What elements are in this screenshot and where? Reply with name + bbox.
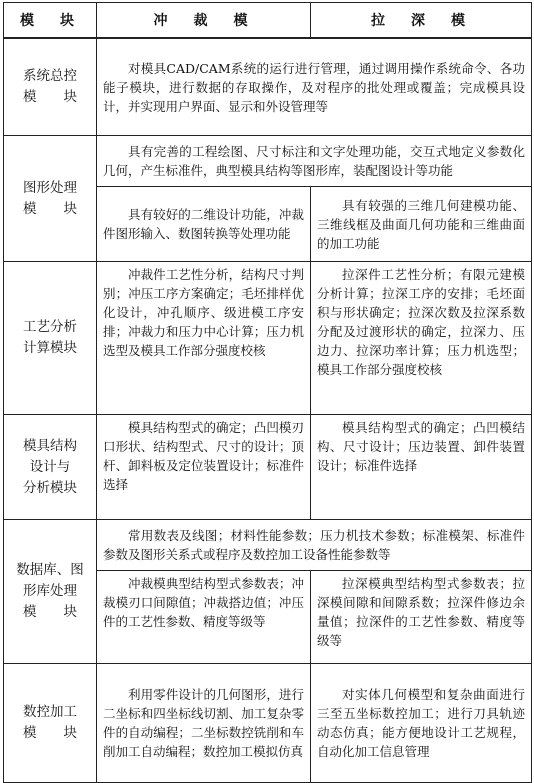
draw-cell [311,187,532,262]
module-name [4,262,97,415]
cell-text: 对实体几何模型和复杂曲面进行三至五坐标数控加工；进行刀具轨迹动态仿真；能方便地设计工艺规程，自动化加工信息管理 [317,687,525,759]
header-punch-die: 冲 裁 模 [97,3,311,39]
header-drawing-die: 拉 深 模 [311,3,532,39]
table-row [4,38,532,136]
cell-text: 拉深模典型结构型式参数表；拉深模间隙和间隙系数；拉深件修边余量值；拉深件的工艺性参数、精度等级等 [317,576,525,648]
shared-cell [97,136,532,187]
comparison-table [3,2,532,783]
module-label: 数控加工 模 块 [23,704,77,741]
punch-cell [97,571,311,664]
cell-text: 常用数表及线图；材料性能参数；压力机技术参数；标准模架、标准件参数及图形关系式或程序及数控加工设备性能参数等 [103,528,525,562]
module-label: 工艺分析 计算模块 [23,319,77,356]
cell-text: 具有较强的三维几何建模功能、三维线框及曲面几何功能和三维曲面的加工功能 [317,197,525,251]
header-row [4,3,532,39]
module-label: 系统总控 模 块 [23,68,77,105]
cell-text: 模具结构型式的确定；凸凹模结构、尺寸设计；压边装置、卸件装置设计；标准件选择 [317,420,525,473]
module-name [4,38,97,136]
cell-text: 模具结构型式的确定；凸凹模刃口形状、结构型式、尺寸的设计；顶杆、卸料板及定位装置设计；标准件选择 [103,420,304,492]
table-row [4,415,532,520]
shared-cell [97,38,532,136]
header-module: 模 块 [4,3,97,39]
module-name [4,415,97,520]
table-row [4,520,532,571]
draw-cell [311,571,532,664]
module-label: 数据库、图 形库处理 模 块 [16,562,84,620]
cell-text: 拉深件工艺性分析；有限元建模分析计算；拉深工序的安排；毛坯面积与形状确定；拉深次数及拉深系数分配及过渡形状的确定，拉深力、压边力、拉深功率计算；压力机选型；模具工作部分强度校核 [317,267,525,377]
cell-text: 冲裁模典型结构型式参数表；冲裁模刃口间隙值；冲裁搭边值；冲压件的工艺性参数、精度等级等 [103,576,304,629]
shared-cell [97,520,532,571]
draw-cell [311,262,532,415]
punch-cell [97,415,311,520]
table-row [4,262,532,415]
table-row [4,136,532,187]
module-name [4,520,97,664]
draw-cell [311,415,532,520]
cell-text: 具有较好的二维设计功能，冲裁件图形输入、数图转换等处理功能 [103,207,304,241]
cell-text: 具有完善的工程绘图、尺寸标注和文字处理功能，交互式地定义参数化几何，产生标准件，典型模具结构等图形库，装配图设计等功能 [103,144,525,178]
punch-cell [97,187,311,262]
module-name [4,136,97,262]
cell-text: 冲裁件工艺性分析，结构尺寸判别；冲压工序方案确定；毛坯排样优化设计，冲孔顺序、级进模工序安排；冲裁力和压力中心计算；压力机选型及模具工作部分强度校核 [103,267,304,358]
cell-text: 对模具CAD/CAM系统的运行进行管理，通过调用操作系统命令、各功能子模块，进行数据的存取操作，及对程序的批处理或覆盖；完成模具设计，并实现用户界面、显示和外设管理等 [103,60,525,114]
cell-text: 利用零件设计的几何图形，进行二坐标和四坐标线切割、加工复杂零件的自动编程；二坐标数控铣削和车削加工自动编程；数控加工模拟仿真 [103,687,304,759]
punch-cell [97,262,311,415]
module-label: 模具结构 设计与 分析模块 [23,437,77,496]
module-label: 图形处理 模 块 [23,179,77,217]
